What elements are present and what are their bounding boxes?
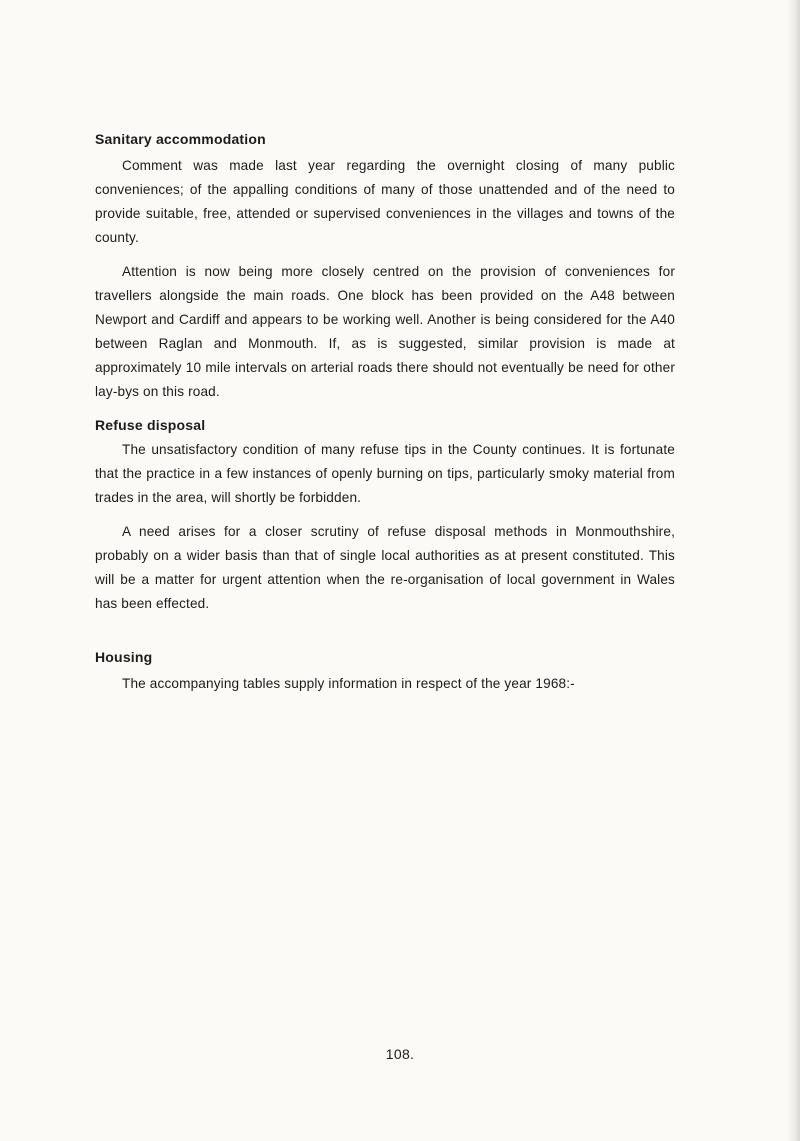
- refuse-paragraph-2: A need arises for a closer scrutiny of refuse disposal methods in Monmouthshire, probably on a wider basis than that of single local authorities as at present constituted. This will be a matter for urgent attention when the re-organisation of local government in Wales has been effected.: [95, 524, 675, 611]
- refuse-disposal-heading: Refuse disposal: [95, 417, 206, 433]
- sanitary-paragraph-1: Comment was made last year regarding the overnight closing of many public conveniences; of the appalling conditions of many of those unattended and of the need to provide suitable, free, attended or supervised conveniences in the villages and towns of the county.: [95, 158, 675, 245]
- sanitary-paragraph-2: Attention is now being more closely centred on the provision of conveniences for travellers alongside the main roads. One block has been provided on the A48 between Newport and Cardiff and appears to be working well. Another is being considered for the A40 between Raglan and Monmouth. If, as is suggested, similar provision is made at approximately 10 mile intervals on arterial roads there should not eventually be need for other lay-bys on this road.: [95, 264, 675, 399]
- sanitary-accommodation-heading: Sanitary accommodation: [95, 131, 266, 147]
- housing-heading: Housing: [95, 649, 153, 665]
- page-edge-shadow: [786, 0, 800, 1141]
- refuse-paragraph-1: The unsatisfactory condition of many refuse tips in the County continues. It is fortunate that the practice in a few instances of openly burning on tips, particularly smoky material from trades in the area, will shortly be forbidden.: [95, 442, 675, 505]
- page-number: 108.: [385, 1046, 415, 1062]
- housing-paragraph-1: The accompanying tables supply information in respect of the year 1968:-: [122, 676, 575, 691]
